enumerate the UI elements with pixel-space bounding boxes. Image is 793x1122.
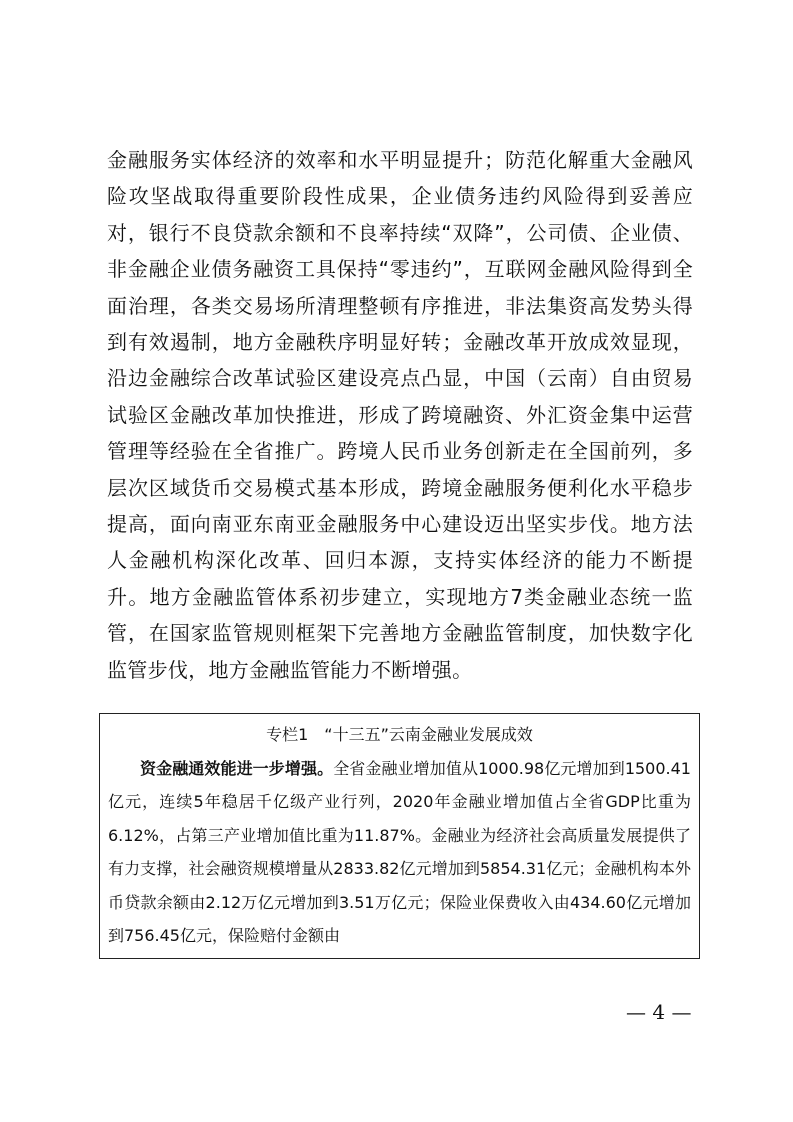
body-paragraph: 金融服务实体经济的效率和水平明显提升；防范化解重大金融风险攻坚战取得重要阶段性成果，企业债务违约风险得到妥善应对，银行不良贷款余额和不良率持续“双降”，公司债、企业债、非金融企业债务融资工具保持“零违约”，互联网金融风险得到全面治理，各类交易场所清理整顿有序推进，非法集资高发势头得到有效遏制，地方金融秩序明显好转；金融改革开放成效显现，沿边金融综合改革试验区建设亮点凸显，中国（云南）自由贸易试验区金融改革加快推进，形成了跨境融资、外汇资金集中运营管理等经验在全省推广。跨境人民币业务创新走在全国前列，多层次区域货币交易模式基本形成，跨境金融服务便利化水平稳步提高，面向南亚东南亚金融服务中心建设迈出坚实步伐。地方法人金融机构深化改革、回归本源，支持实体经济的能力不断提升。地方金融监管体系初步建立，实现地方7类金融业态统一监管，在国家监管规则框架下完善地方金融监管制度，加快数字化监管步伐，地方金融监管能力不断增强。 [107,148,693,682]
page-number: — 4 — [626,1000,692,1024]
column-box-text [108,752,691,952]
column-box [99,713,700,959]
column-box-body: 全省金融业增加值从1000.98亿元增加到1500.41亿元，连续5年稳居千亿级产业行列，2020年金融业增加值占全省GDP比重为6.12%，占第三产业增加值比重为11.87%。金融业为经济社会高质量发展提供了有力支撑，社会融资规模增量从2833.82亿元增加到5854.31亿元；金融机构本外币贷款余额由2.12万亿元增加到3.51万亿元；保险业保费收入由434.60亿元增加到756.45亿元，保险赔付金额由 [108,759,691,946]
column-box-lead: 资金融通效能进一步增强。 [140,759,334,778]
column-box-title: 专栏1 “十三五”云南金融业发展成效 [266,725,533,744]
